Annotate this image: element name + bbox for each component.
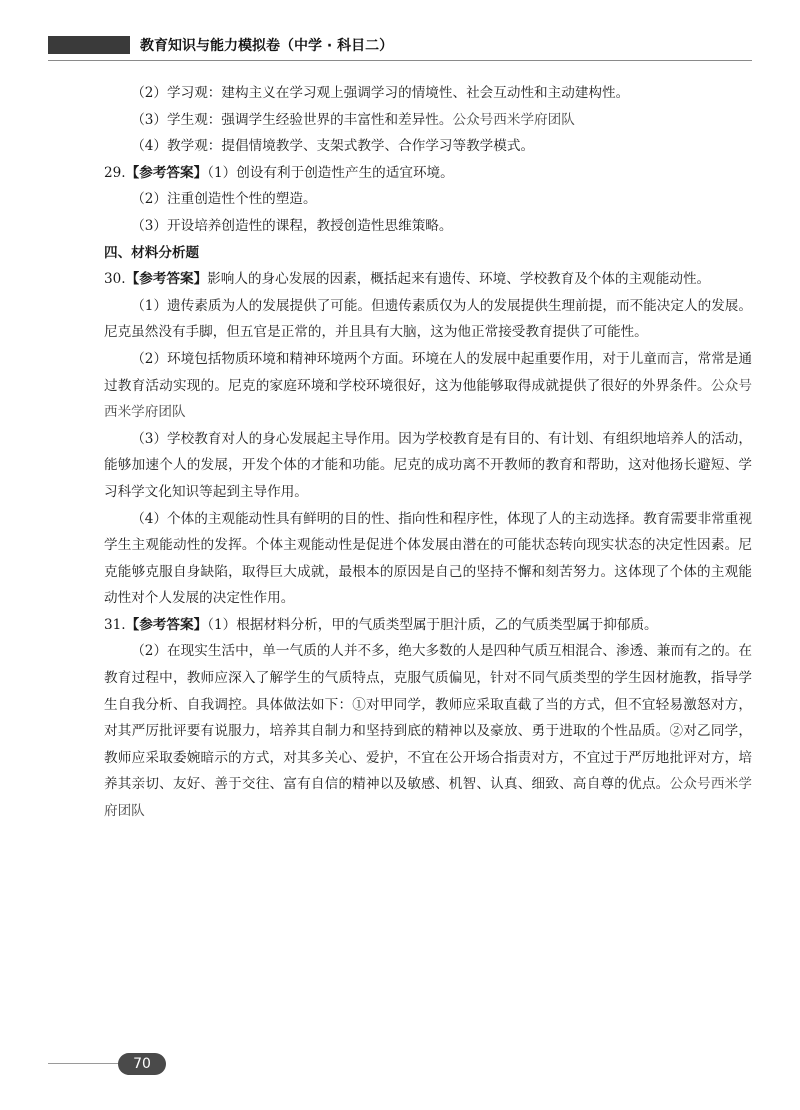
watermark-text: 公众号西米学府团队	[104, 377, 753, 421]
page-number-badge: 70	[118, 1053, 166, 1075]
answer-30-4: （4）个体的主观能动性具有鲜明的目的性、指向性和程序性，体现了人的主动选择。教育需要非常重视学生主观能动性的发挥。个体主观能动性是促进个体发展由潜在的可能状态转向现实状态的决定性因素。尼克能够克服自身缺陷，取得巨大成就，最根本的原因是自己的坚持不懈和刻苦努力。这体现了个体的主观能动性对个人发展的决定性作用。	[104, 510, 752, 607]
header-decor-bar	[48, 36, 130, 54]
answer-29-2: （2）注重创造性个性的塑造。	[131, 191, 317, 208]
question-number: 31.	[104, 616, 126, 633]
answer-31-1: 31.【参考答案】（1）根据材料分析，甲的气质类型属于胆汁质，乙的气质类型属于抑郁质。	[104, 616, 658, 633]
answer-content	[104, 80, 752, 825]
answer-28-2: （2）学习观：建构主义在学习观上强调学习的情境性、社会互动性和主动建构性。	[131, 85, 630, 101]
question-number: 30.	[104, 271, 126, 288]
section-heading: 四、材料分析题	[104, 244, 200, 261]
answer-29-3: （3）开设培养创造性的课程，教授创造性思维策略。	[131, 217, 453, 234]
header-divider	[48, 60, 752, 61]
question-number: 29.	[104, 164, 126, 181]
watermark-text: 公众号西米学府团队	[452, 111, 575, 128]
watermark-text: 公众号西米学府团队	[104, 776, 753, 820]
answer-30-intro: 30.【参考答案】影响人的身心发展的因素，概括起来有遗传、环境、学校教育及个体的主观能动性。	[104, 271, 711, 288]
answer-30-3: （3）学校教育对人的身心发展起主导作用。因为学校教育是有目的、有计划、有组织地培养人的活动，能够加速个人的发展，开发个体的才能和功能。尼克的成功离不开教师的教育和帮助，这对他扬长避短、学习科学文化知识等起到主导作用。	[104, 430, 752, 500]
answer-28-4: （4）教学观：提倡情境教学、支架式教学、合作学习等教学模式。	[131, 138, 535, 155]
answer-28-3: （3）学生观：强调学生经验世界的丰富性和差异性。公众号西米学府团队	[131, 111, 575, 128]
running-header-title: 教育知识与能力模拟卷（中学 · 科目二）	[140, 38, 394, 54]
answer-tag: 【参考答案】	[125, 164, 208, 181]
answer-tag: 【参考答案】	[125, 616, 208, 633]
answer-31-2: （2）在现实生活中，单一气质的人并不多，绝大多数的人是四种气质互相混合、渗透、兼而有之的。在教育过程中，教师应深入了解学生的气质特点，克服气质偏见，针对不同气质类型的学生因材施教，指导学生自我分析、自我调控。具体做法如下：①对甲同学，教师应采取直截了当的方式，但不宜轻易激怒对方，对其严厉批评要有说服力，培养其自制力和坚持到底的精神以及豪放、勇于进取的个性品质。②对乙同学，教师应采取委婉暗示的方式，对其多关心、爱护，不宜在公开场合指责对方，不宜过于严厉地批评对方，培养其亲切、友好、善于交往、富有自信的精神以及敏感、机智、认真、细致、高自尊的优点。公众号西米学府团队	[104, 643, 753, 820]
answer-30-2: （2）环境包括物质环境和精神环境两个方面。环境在人的发展中起重要作用，对于儿童而言，常常是通过教育活动实现的。尼克的家庭环境和学校环境很好，这为他能够取得成就提供了很好的外界条件。公众号西米学府团队	[104, 350, 753, 421]
answer-29-1: 29.【参考答案】（1）创设有利于创造性产生的适宜环境。	[104, 164, 454, 181]
answer-tag: 【参考答案】	[125, 271, 208, 288]
answer-30-1: （1）遗传素质为人的发展提供了可能。但遗传素质仅为人的发展提供生理前提，而不能决定人的发展。尼克虽然没有手脚，但五官是正常的，并且具有大脑，这为他正常接受教育提供了可能性。	[104, 297, 752, 341]
